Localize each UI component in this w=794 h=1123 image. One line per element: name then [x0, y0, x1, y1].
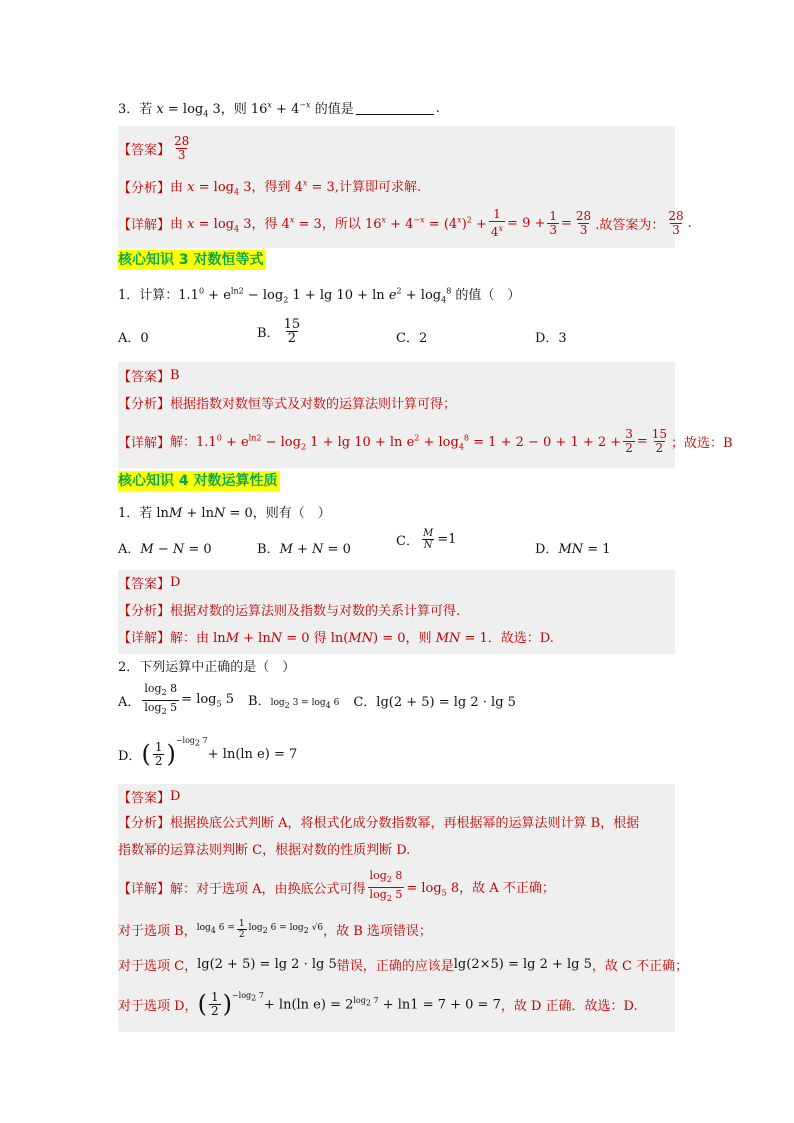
q3-question: 3．若 $x = \log_4 3$，则 $16^x + 4^{-x}$ 的值是 . [118, 100, 440, 119]
s4q2-analysis-line2: 指数幂的运算法则判断 C，根据对数的性质判断 D. [118, 843, 411, 858]
s4q1-analysis: 【分析】 根据对数的运算法则及指数与对数的关系计算可得. [118, 604, 461, 619]
section-heading-4: 核心知识 4 对数运算性质 [118, 473, 278, 489]
s4q2-detail-a: 【详解】 解：对于选项 A，由换底公式可得 $\frac{\log_2 8}{\log_2 5}$ = $\log_5 8$，故 A 不正确； [118, 869, 555, 903]
answer-blank [356, 101, 434, 115]
section-heading-3: 核心知识 3 对数恒等式 [118, 252, 264, 268]
s4q1-answer: 【答案】 D [118, 575, 181, 592]
answer-fraction: $\frac{28}{3}$ [174, 133, 190, 162]
s3q1-answer: 【答案】 B [118, 368, 180, 385]
s4q1-detail: 【详解】 解：由 lnM + lnN = 0 得 ln(MN) = 0，则 MN = 1．故选：D. [118, 631, 554, 646]
s3q1-question: 1．计算：$1.1^0 + e^{ln2} - \log_2 1 + \lg 10 + \ln e^2 + \log_4^8$ 的值（ ） [118, 286, 521, 305]
answer-value: B [170, 368, 180, 383]
s4q2-answer: 【答案】 D [118, 789, 181, 806]
s4q2-option-a: A． [118, 694, 141, 710]
q3-analysis: 【分析】 由 $x = \log_4 3$，得到 $4^x = 3$,计算即可求解. [118, 178, 422, 197]
s4q1-option-c: C． $\frac{M}{N}$ =1 [396, 528, 457, 551]
s3q1-detail: 【详解】 解：$1.1^0 + e^{ln2} - \log_2 1 + \lg 10 + \ln e^2 + \log_4^8 = 1 + 2 - 0 + 1 + 2$ + $\frac{3}{2}$ = $\frac{15}{2}$ ；故选：B [118, 426, 733, 455]
q3-answer [118, 132, 193, 164]
s4q1-option-b: B．M + N = 0 [257, 542, 351, 557]
s4q2-detail-c: 对于选项 C， lg(2 + 5) = lg 2 · lg 5 错误，正确的应该是 lg(2×5) = lg 2 + lg 5 ，故 C 不正确； [118, 957, 689, 974]
s4q1-question: 1．若 lnM + lnN = 0，则有（ ） [118, 506, 331, 521]
s3q1-option-a: A．0 [118, 331, 149, 346]
s3q1-option-b: B． $\frac{15}{2}$ [257, 317, 301, 346]
s3q1-option-c: C．2 [396, 331, 428, 346]
q3-detail: 【详解】 由 $x = \log_4 3$，得 $4^x = 3$，所以 $16^x + 4^{-x} = (4^x)^2$ + $\frac{1}{4^x}$ = 9 + $\frac{1}{3}$ = $\frac{28}{3}$ .故答案为： $\frac{28}{3}$ . [118, 206, 692, 239]
answer-tag: 【答案】 [118, 142, 171, 158]
s3q1-option-d: D．3 [535, 331, 567, 346]
s4q2-detail-b: 对于选项 B， $\log_4 6$ = $\frac{1}{2}$ $\log_2 6 = \log_2 √6$ ，故 B 选项错误； [118, 918, 432, 940]
s3q1-analysis: 【分析】 根据指数对数恒等式及对数的运算法则计算可得； [118, 397, 457, 412]
s4q2-option-c: C．lg(2 + 5) = lg 2 · lg 5 [353, 694, 516, 710]
s4q2-option-b: B．$\log_2 3 = \log_4 6$ [248, 694, 340, 710]
s4q2-analysis-line1: 【分析】 根据换底公式判断 A，将根式化成分数指数幂，再根据幂的运算法则计算 B，根据 [118, 816, 640, 831]
s4q1-option-a: A．M − N = 0 [118, 542, 212, 557]
s4q2-options-abc: A． $\frac{\log_2 8}{\log_2 5}$ = $\log_5 5$ B．$\log_2 3 = \log_4 6$ C．lg(2 + 5) = lg 2 · lg 5 [118, 682, 516, 716]
s4q2-question: 2．下列运算中正确的是（ ） [118, 660, 296, 675]
s4q2-option-d: D． ( $\frac{1}{2}$ ) $^{-log_2 7}$ + ln(ln e) = 7 [118, 736, 298, 768]
s4q1-option-d: D．MN = 1 [535, 542, 611, 557]
s4q2-detail-d: 对于选项 D， ( $\frac{1}{2}$ ) $^{-log_2 7}$ + ln(ln $e) = 2^{log_2 7} + \ln 1 = 7 + 0 = 7$ ，故 D 正确．故选：D. [118, 989, 638, 1018]
